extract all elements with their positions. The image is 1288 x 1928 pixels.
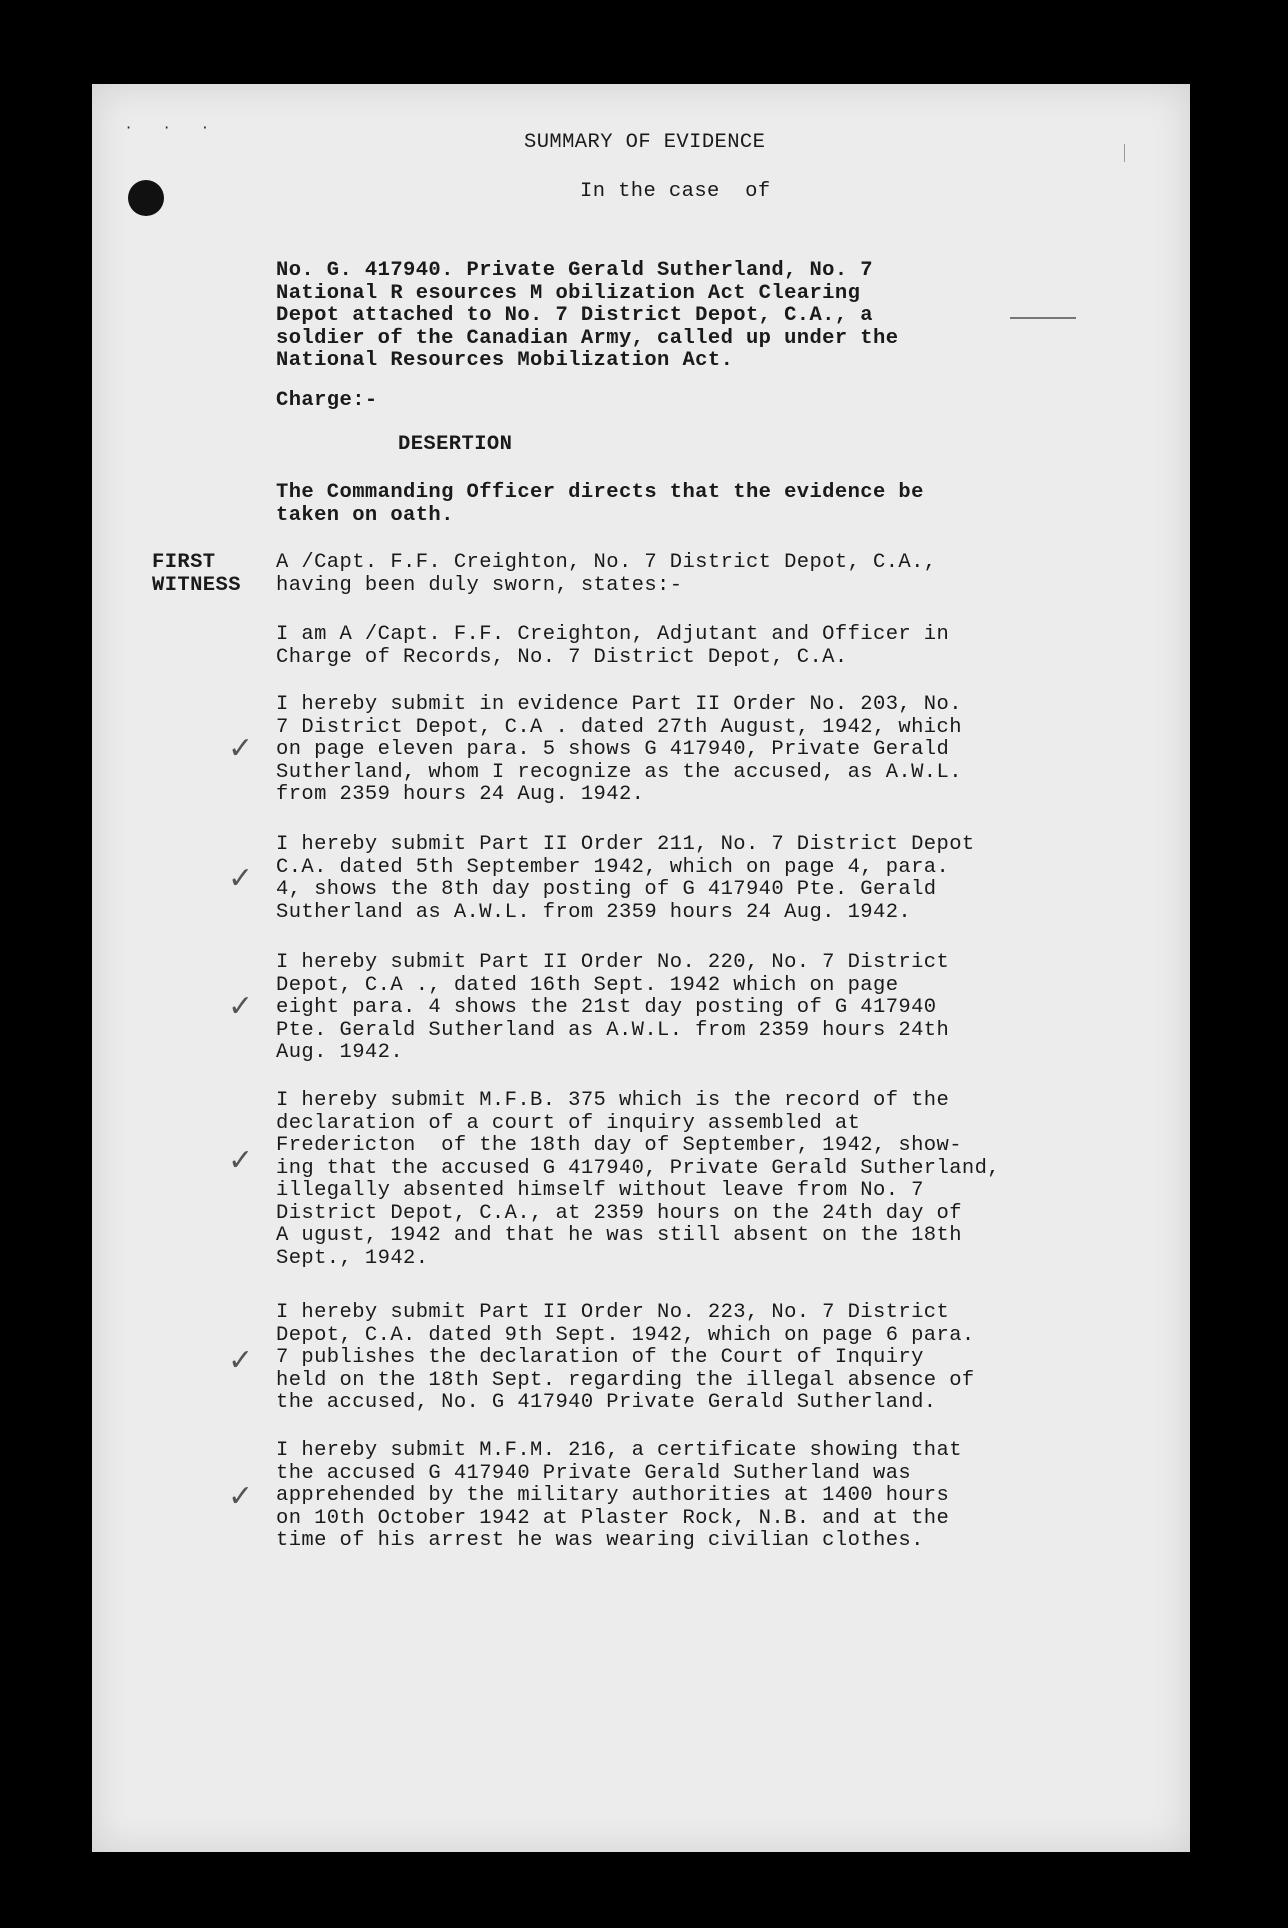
- witness-intro: A /Capt. F.F. Creighton, No. 7 District Depot, C.A., having been duly sworn, states:-: [276, 551, 937, 597]
- document-title: SUMMARY OF EVIDENCE: [524, 131, 766, 154]
- evidence-paragraph-6: I hereby submit Part II Order No. 223, No. 7 District Depot, C.A. dated 9th Sept. 1942, which on page 6 para. 7 publishes the declaration of the Court of Inquiry held on the 18th Sept. regarding the illegal absence of the accused, No. G 417940 Private Gerald Sutherland.: [276, 1301, 975, 1414]
- evidence-paragraph-1: I am A /Capt. F.F. Creighton, Adjutant and Officer in Charge of Records, No. 7 District Depot, C.A.: [276, 623, 950, 669]
- checkmark-icon: ✓: [228, 989, 254, 1024]
- charge-title: DESERTION: [398, 433, 513, 456]
- accused-details: No. G. 417940. Private Gerald Sutherland, No. 7 National R esources M obilization Act Clearing Depot attached to No. 7 District Depot, C.A., a soldier of the Canadian Army, called up under the National Resources Mobilization Act.: [276, 259, 899, 372]
- margin-tick-mark: [1124, 144, 1125, 162]
- document-page: [92, 84, 1190, 1852]
- charge-label: Charge:-: [276, 389, 378, 412]
- evidence-paragraph-7: I hereby submit M.F.M. 216, a certificate showing that the accused G 417940 Private Gerald Sutherland was apprehended by the military authorities at 1400 hours on 10th October 1942 at Plaster Rock, N.B. and at the time of his arrest he was wearing civilian clothes.: [276, 1439, 962, 1552]
- checkmark-icon: ✓: [228, 1479, 254, 1514]
- evidence-paragraph-5: I hereby submit M.F.B. 375 which is the record of the declaration of a court of inquiry assembled at Fredericton of the 18th day of September, 1942, show- ing that the accused G 417940, Private Gerald Sutherland, illegally absented himself without leave from No. 7 District Depot, C.A., at 2359 hours on the 24th day of A ugust, 1942 and that he was still absent on the 18th Sept., 1942.: [276, 1089, 1001, 1270]
- paper-specks: · · ·: [126, 118, 222, 137]
- margin-dash-mark: [1010, 317, 1076, 319]
- checkmark-icon: ✓: [228, 861, 254, 896]
- evidence-paragraph-4: I hereby submit Part II Order No. 220, No. 7 District Depot, C.A ., dated 16th Sept. 1942 which on page eight para. 4 shows the 21st day posting of G 417940 Pte. Gerald Sutherland as A.W.L. from 2359 hours 24th Aug. 1942.: [276, 951, 950, 1064]
- witness-label: FIRST WITNESS: [152, 551, 241, 597]
- oath-statement: The Commanding Officer directs that the evidence be taken on oath.: [276, 481, 924, 527]
- checkmark-icon: ✓: [228, 1343, 254, 1378]
- evidence-paragraph-3: I hereby submit Part II Order 211, No. 7 District Depot C.A. dated 5th September 1942, which on page 4, para. 4, shows the 8th day posting of G 417940 Pte. Gerald Sutherland as A.W.L. from 2359 hours 24 Aug. 1942.: [276, 833, 975, 924]
- checkmark-icon: ✓: [228, 1143, 254, 1178]
- evidence-paragraph-2: I hereby submit in evidence Part II Order No. 203, No. 7 District Depot, C.A . dated 27th August, 1942, which on page eleven para. 5 shows G 417940, Private Gerald Sutherland, whom I recognize as the accused, as A.W.L. from 2359 hours 24 Aug. 1942.: [276, 693, 962, 806]
- document-subtitle: In the case of: [580, 180, 771, 203]
- checkmark-icon: ✓: [228, 731, 254, 766]
- punch-hole: [128, 180, 164, 216]
